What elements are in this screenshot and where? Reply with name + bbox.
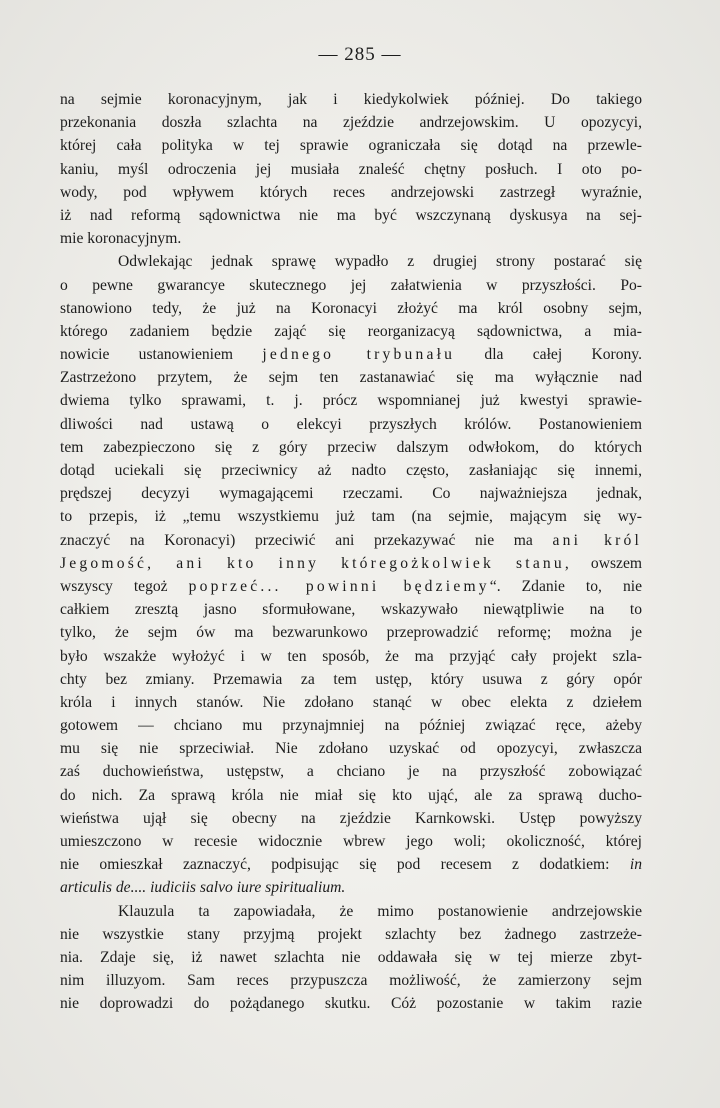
text-line [60, 807, 642, 830]
spaced-emphasis: jednego trybunału [262, 346, 456, 364]
spaced-emphasis: poprzeć... powinni będziemy [188, 577, 490, 595]
text-line [60, 389, 642, 412]
text-line [60, 134, 642, 157]
text-line [60, 946, 642, 969]
text-line [60, 668, 642, 691]
text-line [60, 575, 642, 598]
text-segment: umieszczono w recesie widocznie wbrew jego woli; okoliczność, której [60, 833, 642, 850]
text-segment: mu się nie sprzeciwiał. Nie zdołano uzyskać od opozycyi, zwłaszcza [60, 740, 642, 758]
text-line [60, 111, 642, 134]
text-segment: prędszej decyzyi wymagającemi rzeczami. Co najważniejsza jednak, [60, 485, 642, 503]
text-line [60, 158, 642, 181]
text-line [60, 250, 642, 273]
text-segment: kaniu, myśl odroczenia jej musiała znaleść chętny posłuch. I oto po- [60, 160, 642, 178]
text-segment: wieństwa ujął się obecny na zjeździe Karnkowski. Ustęp powyższy [60, 809, 642, 827]
text-line [60, 505, 642, 528]
text-segment: której cała polityka w tej sprawie ograniczała się dotąd na przewle- [60, 137, 642, 155]
text-line [60, 436, 642, 459]
text-line [60, 923, 642, 946]
text-segment: mie koronacyjnym. [60, 230, 182, 248]
text-segment: nie omieszkał zaznaczyć, podpisując się pod recesem z dodatkiem: [60, 856, 630, 874]
text-segment: owszem [572, 554, 642, 572]
text-segment: tem zabezpieczono się z góry przeciw dalszym odwłokom, do których [60, 438, 642, 456]
text-line [60, 645, 642, 668]
text-line [60, 366, 642, 389]
text-segment: dwiema tylko sprawami, t. j. prócz wspomnianej już kwestyi sprawie- [60, 392, 642, 410]
italic-text: articulis de.... iudiciis salvo iure spiritualium. [60, 879, 346, 897]
spaced-emphasis: Jegomość, ani kto inny któregożkolwiek stanu, [60, 554, 573, 572]
text-segment: nie doprowadzi do pożądanego skutku. Cóż pozostanie w takim razie [60, 995, 642, 1013]
text-segment: iż nad reformą sądownictwa nie ma być wszczynaną dyskusya na sej- [60, 206, 642, 224]
italic-text: in [629, 856, 642, 874]
text-line [60, 297, 642, 320]
body-text [60, 88, 642, 1016]
text-line [60, 760, 642, 783]
text-segment: dotąd uciekali się przeciwnicy aż nadto często, zasłaniając się innemi, [60, 462, 642, 479]
text-segment: chty bez zmiany. Przemawia za tem ustęp, który usuwa z góry opór [60, 670, 642, 688]
text-segment: nia. Zdaje się, iż nawet szlachta nie oddawała się w tej mierze zbyt- [60, 948, 642, 966]
text-segment: do nich. Za sprawą króla nie miał się kto ująć, ale za sprawą ducho- [60, 786, 642, 804]
text-line [60, 737, 642, 760]
text-segment: wszyscy tegoż [60, 577, 189, 595]
text-segment: którego zadaniem będzie zająć się reorganizacyą sądownictwa, a mia- [60, 322, 642, 340]
text-segment: było wszakże wyłożyć i w ten sposób, że ma przyjąć cały projekt szla- [60, 647, 642, 665]
text-segment: zaś duchowieństwa, ustępstw, a chciano je na przyszłość zobowiązać [60, 763, 642, 781]
text-segment: znaczyć na Koronacyi) przeciwić ani przekazywać nie ma [60, 531, 553, 549]
text-line [60, 621, 642, 644]
text-segment: przekonania doszła szlachta na zjeździe andrzejowskim. U opozycyi, [60, 114, 642, 132]
text-line [60, 598, 642, 621]
text-segment: to przepis, iż „temu wszystkiemu już tam (na sejmie, mającym się wy- [60, 508, 642, 526]
text-line [60, 227, 642, 250]
text-line [60, 459, 642, 482]
text-segment: “. Zdanie to, nie [489, 577, 642, 595]
text-segment: o pewne gwarancye skutecznego jej załatwienia w przyszłości. Po- [60, 276, 642, 294]
text-line [60, 784, 642, 807]
text-segment: całkiem zresztą jasno sformułowane, wskazywało niewątpliwie na to [60, 601, 642, 619]
text-segment: stanowiono tedy, że już na Koronacyi złożyć ma król osobny sejm, [60, 299, 642, 317]
text-line [60, 482, 642, 505]
text-segment: wody, pod wpływem których reces andrzejowski zastrzegł wyraźnie, [60, 183, 642, 201]
text-segment: Zastrzeżono przytem, że sejm ten zastanawiać się ma wyłącznie nad [60, 369, 642, 387]
text-line [60, 876, 642, 899]
text-segment: króla i innych stanów. Nie zdołano stanąć w obec elekta z dziełem [60, 693, 642, 711]
text-line [60, 969, 642, 992]
text-line [60, 343, 642, 366]
text-segment: Klauzula ta zapowiadała, że mimo postanowienie andrzejowskie [118, 902, 642, 920]
text-line [60, 413, 642, 436]
text-line [60, 204, 642, 227]
text-line [60, 714, 642, 737]
text-line [60, 88, 642, 111]
text-line [60, 900, 642, 923]
text-line [60, 274, 642, 297]
text-line [60, 320, 642, 343]
text-segment: nie wszystkie stany przyjmą projekt szlachty bez żadnego zastrzeże- [60, 925, 642, 943]
text-line [60, 691, 642, 714]
text-segment: gotowem — chciano mu przynajmniej na później związać ręce, ażeby [60, 717, 642, 735]
text-segment: tylko, że sejm ów ma bezwarunkowo przeprowadzić reformę; można je [60, 624, 642, 642]
text-line [60, 830, 642, 853]
text-segment: Odwlekając jednak sprawę wypadło z drugiej strony postarać się [118, 253, 642, 271]
text-line [60, 529, 642, 552]
text-segment: na sejmie koronacyjnym, jak i kiedykolwiek później. Do takiego [60, 91, 642, 108]
text-line [60, 181, 642, 204]
text-line [60, 552, 642, 575]
text-segment: nim illuzyom. Sam reces przypuszcza możliwość, że zamierzony sejm [60, 972, 642, 990]
text-segment: dla całej Korony. [455, 346, 642, 364]
spaced-emphasis: ani król [552, 531, 643, 549]
text-line [60, 853, 642, 876]
page-number: — 285 — [318, 44, 402, 65]
text-line [60, 992, 642, 1015]
text-segment: nowicie ustanowieniem [60, 346, 263, 364]
text-segment: dliwości nad ustawą o elekcyi przyszłych królów. Postanowieniem [60, 415, 642, 433]
